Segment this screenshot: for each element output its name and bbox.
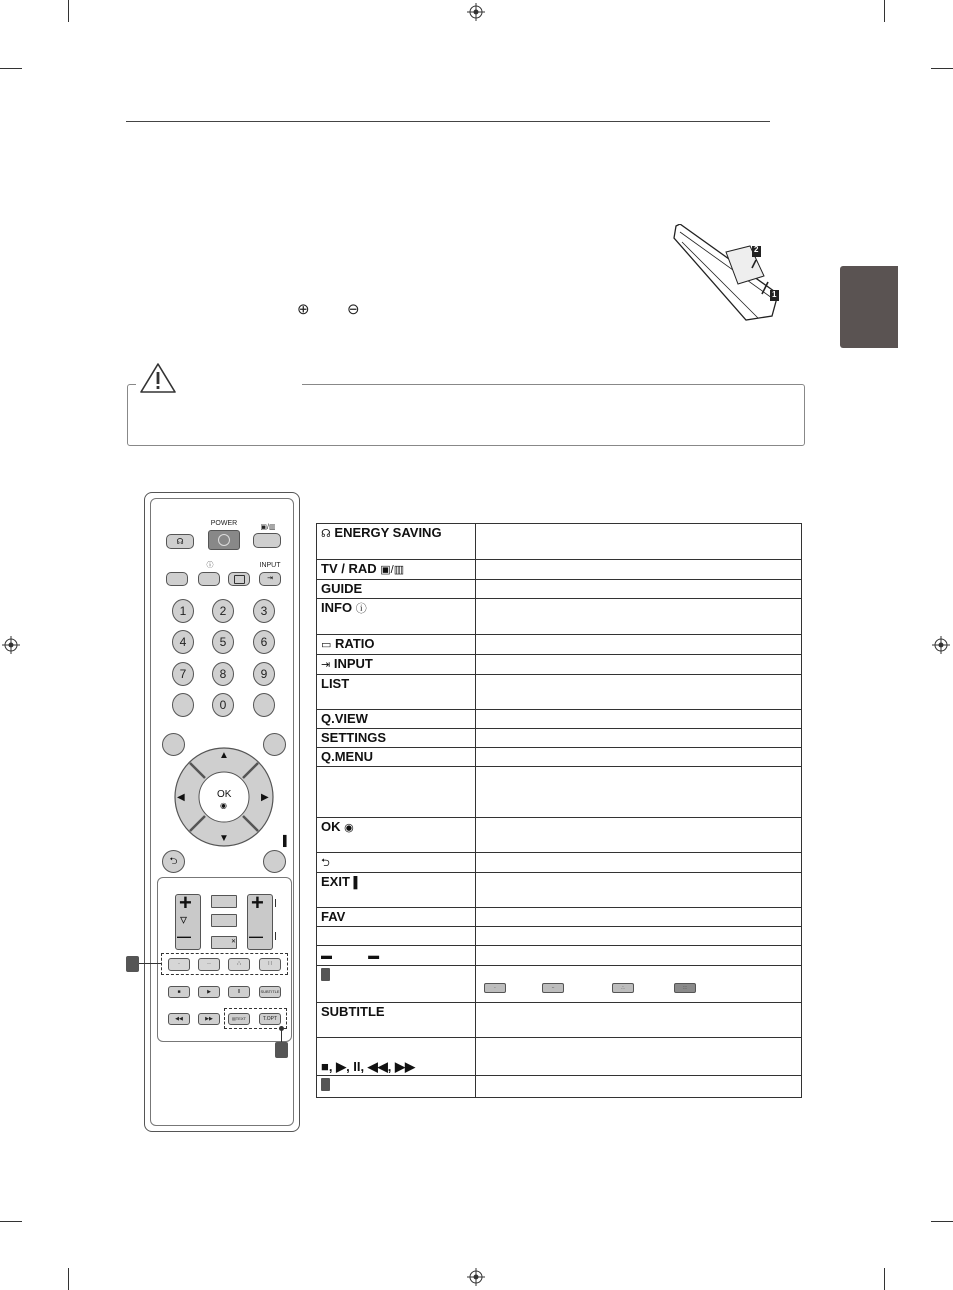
- step-2-callout: 2: [754, 245, 759, 254]
- program-down-icon: —: [249, 928, 263, 944]
- program-up-icon: +: [251, 890, 264, 915]
- rewind-button[interactable]: ◀◀: [168, 1013, 190, 1025]
- key-description: [476, 767, 802, 818]
- table-row: [317, 729, 802, 748]
- table-row: [317, 767, 802, 818]
- green-button-icon: ··: [542, 983, 564, 993]
- green-button[interactable]: ··: [198, 958, 220, 971]
- key-description: [476, 710, 802, 729]
- ok-label[interactable]: OK: [217, 789, 232, 800]
- tv-rad-label-icon: ▣/▥: [260, 524, 276, 531]
- key-description: [476, 818, 802, 853]
- table-row: [317, 818, 802, 853]
- energy-saving-button[interactable]: ☊: [166, 534, 194, 549]
- key-name: INFO: [321, 600, 353, 615]
- registration-mark-icon: [932, 636, 950, 654]
- left-arrow-icon[interactable]: ◀: [177, 792, 185, 803]
- callout-marker-icon: [321, 968, 330, 981]
- number-key-0[interactable]: 0: [212, 693, 234, 717]
- number-key-9[interactable]: 9: [253, 662, 275, 686]
- key-description: [476, 1076, 802, 1098]
- info-button[interactable]: [198, 572, 220, 586]
- fav-button[interactable]: [211, 895, 237, 908]
- key-description: [476, 580, 802, 599]
- power-button[interactable]: [208, 530, 240, 550]
- key-name: LIST: [321, 676, 350, 691]
- table-row: [317, 675, 802, 710]
- down-arrow-icon[interactable]: ▼: [219, 833, 229, 844]
- crop-mark: [68, 1268, 69, 1290]
- key-name: SUBTITLE: [321, 1004, 385, 1019]
- play-button[interactable]: ▶: [198, 986, 220, 998]
- key-name: SETTINGS: [321, 730, 387, 745]
- key-name: GUIDE: [321, 581, 363, 596]
- blue-button[interactable]: ∷: [259, 958, 281, 971]
- key-name: INPUT: [333, 656, 373, 671]
- subtitle-button[interactable]: SUBTITLE: [259, 986, 281, 998]
- ratio-button[interactable]: [228, 572, 250, 586]
- number-key-1[interactable]: 1: [172, 599, 194, 623]
- key-description: [476, 927, 802, 946]
- crop-mark: [68, 0, 69, 22]
- table-row: [317, 966, 802, 1003]
- volume-down-icon: —: [177, 928, 191, 944]
- chapter-tab: [840, 266, 898, 348]
- table-row: [317, 946, 802, 966]
- minus-mark: ⊖: [347, 301, 360, 318]
- key-name: ■, ▶, II, ◀◀, ▶▶: [321, 1059, 415, 1074]
- red-button-icon: ·: [484, 983, 506, 993]
- text-button[interactable]: ▤TEXT: [228, 1013, 250, 1025]
- back-icon: ⮌: [321, 857, 330, 869]
- key-description: [476, 1038, 802, 1076]
- yellow-button[interactable]: ∴: [228, 958, 250, 971]
- key-description: [476, 908, 802, 927]
- q-view-key[interactable]: [253, 693, 275, 717]
- fast-forward-button[interactable]: ▶▶: [198, 1013, 220, 1025]
- key-description: [476, 560, 802, 580]
- key-description: [476, 635, 802, 655]
- key-description: [476, 946, 802, 966]
- crop-mark: [0, 1221, 22, 1222]
- crop-mark: [0, 68, 22, 69]
- callout-line-left: [139, 963, 161, 964]
- exit-button[interactable]: [263, 850, 286, 873]
- number-key-6[interactable]: 6: [253, 630, 275, 654]
- red-button[interactable]: ·: [168, 958, 190, 971]
- table-row: [317, 1038, 802, 1076]
- number-key-4[interactable]: 4: [172, 630, 194, 654]
- button-function-table: [316, 523, 802, 1098]
- table-row: [317, 748, 802, 767]
- ok-dot-icon: ◉: [220, 801, 227, 810]
- table-row: [317, 853, 802, 873]
- table-row: [317, 873, 802, 908]
- header-rule: [126, 121, 770, 122]
- registration-mark-icon: [467, 3, 485, 21]
- number-key-8[interactable]: 8: [212, 662, 234, 686]
- right-arrow-icon[interactable]: ▶: [261, 792, 269, 803]
- table-row: [317, 908, 802, 927]
- key-name: FAV: [321, 909, 346, 924]
- callout-dot: [279, 1026, 284, 1031]
- key-description: [476, 524, 802, 560]
- info-icon: ⓘ: [355, 603, 367, 615]
- info-label-icon: ⓘ: [206, 562, 214, 569]
- table-row: [317, 560, 802, 580]
- input-icon: ⇥: [321, 659, 331, 671]
- right-bar-icon: ▬: [368, 950, 380, 962]
- crop-mark: [884, 1268, 885, 1290]
- number-key-7[interactable]: 7: [172, 662, 194, 686]
- table-row: [317, 635, 802, 655]
- mute-button[interactable]: ✕: [211, 936, 237, 949]
- registration-mark-icon: [2, 636, 20, 654]
- left-bar-icon: ▬: [321, 950, 332, 962]
- volume-up-icon: +: [179, 890, 192, 915]
- key-name: ENERGY SAVING: [334, 525, 442, 540]
- number-key-3[interactable]: 3: [253, 599, 275, 623]
- key-description: [476, 1003, 802, 1038]
- list-key[interactable]: [172, 693, 194, 717]
- key-name: TV / RAD: [321, 561, 377, 576]
- program-tick: [275, 932, 276, 940]
- key-description: [476, 748, 802, 767]
- crop-mark: [931, 68, 953, 69]
- key-description: [476, 655, 802, 675]
- input-button[interactable]: ⇥: [259, 572, 281, 586]
- yellow-button-icon: ∴: [612, 983, 634, 993]
- registration-mark-icon: [467, 1268, 485, 1286]
- table-row: [317, 599, 802, 635]
- power-label: POWER: [210, 520, 238, 527]
- callout-marker-left: [126, 956, 139, 972]
- table-row: [317, 580, 802, 599]
- callout-marker-icon: [321, 1078, 330, 1091]
- caution-triangle-icon: [139, 362, 177, 394]
- number-key-2[interactable]: 2: [212, 599, 234, 623]
- ratio-icon: ▭: [321, 639, 332, 651]
- t-opt-button[interactable]: T.OPT: [259, 1013, 281, 1025]
- caution-box: [127, 384, 805, 446]
- guide-button[interactable]: [166, 572, 188, 586]
- table-row: [317, 710, 802, 729]
- key-description: [476, 853, 802, 873]
- key-name: RATIO: [335, 636, 375, 651]
- key-description: [476, 599, 802, 635]
- step-1-callout: 1: [772, 290, 777, 299]
- ratio-small-button[interactable]: [211, 914, 237, 927]
- blue-button-icon: ∷: [674, 983, 696, 993]
- exit-icon: ▌: [353, 877, 362, 889]
- back-button[interactable]: ⮌: [162, 850, 185, 873]
- table-row: [317, 927, 802, 946]
- energy-saving-icon: ☊: [321, 528, 331, 540]
- key-name: EXIT: [321, 874, 350, 889]
- up-arrow-icon[interactable]: ▲: [219, 750, 229, 761]
- stop-button[interactable]: ■: [168, 986, 190, 998]
- pause-button[interactable]: II: [228, 986, 250, 998]
- key-description: [476, 675, 802, 710]
- plus-mark: ⊕: [297, 301, 310, 318]
- table-row: [317, 655, 802, 675]
- tv-rad-button[interactable]: [253, 533, 281, 548]
- table-row: [317, 1003, 802, 1038]
- crop-mark: [931, 1221, 953, 1222]
- program-tick: [275, 899, 276, 907]
- callout-marker-bottom: [275, 1042, 288, 1058]
- number-key-5[interactable]: 5: [212, 630, 234, 654]
- key-name: Q.MENU: [321, 749, 373, 764]
- ok-icon: ◉: [344, 822, 354, 834]
- key-name: OK: [321, 819, 341, 834]
- key-name: Q.VIEW: [321, 711, 368, 726]
- battery-cover-illustration: [668, 224, 788, 324]
- table-row: [317, 524, 802, 560]
- exit-mark-icon: ▌: [283, 836, 291, 847]
- volume-icon: ▿: [180, 911, 188, 927]
- key-description: [476, 966, 802, 1003]
- tv-rad-icon: ▣/▥: [380, 564, 405, 576]
- key-description: [476, 873, 802, 908]
- crop-mark: [884, 0, 885, 22]
- key-description: [476, 729, 802, 748]
- input-label: INPUT: [259, 562, 281, 569]
- table-row: [317, 1076, 802, 1098]
